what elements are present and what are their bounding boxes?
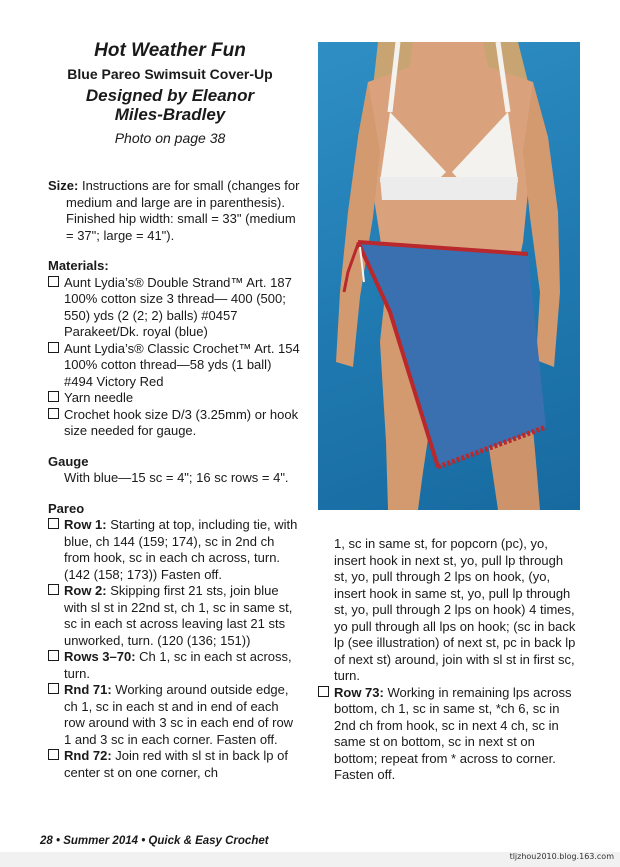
right-column [318, 536, 576, 784]
material-item: Aunt Lydia’s® Classic Crochet™ Art. 154 100% cotton thread—58 yds (1 ball) #494 Victory Red [48, 341, 300, 391]
checkbox-icon [48, 391, 59, 402]
material-item: Yarn needle [48, 390, 300, 407]
left-column [48, 178, 300, 781]
pattern-subtitle: Blue Pareo Swimsuit Cover-Up [67, 66, 273, 82]
checkbox-icon [48, 584, 59, 595]
material-item: Aunt Lydia’s® Double Strand™ Art. 187 100% cotton size 3 thread— 400 (500; 550) yds (2 (2; 2) balls) #0457 Parakeet/Dk. royal (blue) [48, 275, 300, 341]
checkbox-icon [48, 683, 59, 694]
materials-heading: Materials: [48, 258, 109, 273]
pareo-step: Row 1: Starting at top, including tie, with blue, ch 144 (159; 174), sc in 2nd ch from hook, sc in each ch across, turn. (142 (158; 173)) Fasten off. [48, 517, 300, 583]
checkbox-icon [48, 518, 59, 529]
material-item: Crochet hook size D/3 (3.25mm) or hook size needed for gauge. [48, 407, 300, 440]
photo-reference: Photo on page 38 [114, 130, 226, 146]
size-text: Instructions are for small (changes for medium and large are in parenthesis). Finished hip width: small = 33" (medium = 37"; large = 41"). [66, 178, 300, 243]
title-block [40, 40, 300, 146]
model-photo [318, 42, 580, 510]
checkbox-icon [48, 276, 59, 287]
checkbox-icon [318, 686, 329, 697]
checkbox-icon [48, 408, 59, 419]
checkbox-icon [48, 650, 59, 661]
pareo-step: Row 2: Skipping first 21 sts, join blue with sl st in 22nd st, ch 1, sc in same st, sc in each st across leaving last 21 sts unworked, turn. (120 (136; 151)) [48, 583, 300, 649]
pareo-step: Row 73: Working in remaining lps across bottom, ch 1, sc in same st, *ch 6, sc in 2nd ch from hook, sc in next 4 ch, sc in same st on bottom, sc in next st on bottom; repeat from * across to corner. Fasten off. [318, 685, 576, 784]
pareo-step: Rows 3–70: Ch 1, sc in each st across, turn. [48, 649, 300, 682]
designer-line-2: Miles-Bradley [114, 105, 226, 124]
size-label: Size: [48, 178, 79, 193]
checkbox-icon [48, 342, 59, 353]
page-footer: 28 • Summer 2014 • Quick & Easy Crochet [40, 835, 269, 847]
gauge-text: With blue—15 sc = 4"; 16 sc rows = 4". [64, 470, 289, 485]
pareo-heading: Pareo [48, 500, 85, 516]
checkbox-icon [48, 749, 59, 760]
gauge-heading: Gauge [48, 453, 89, 469]
designer-line-1: Designed by Eleanor [85, 86, 255, 105]
size-section [48, 178, 300, 244]
watermark: tljzhou2010.blog.163.com [509, 852, 614, 861]
pareo-step: Rnd 71: Working around outside edge, ch 1, sc in each st and in end of each row around with 3 sc in each end of row 1 and 3 sc in each corner. Fasten off. [48, 682, 300, 748]
model-illustration [318, 42, 580, 510]
pareo-step: Rnd 72: Join red with sl st in back lp of center st on one corner, ch [48, 748, 300, 781]
designer-credit [40, 86, 300, 124]
rnd72-continuation: 1, sc in same st, for popcorn (pc), yo, insert hook in next st, yo, pull lp through st, yo, pull through 2 lps on hook, (yo, insert hook in same st, yo, pull lp through st, yo, pull through 2 lps on hook) 4 times, yo pull through all lps on hook; (sc in back lp (see illustration) of next st, pc in back lp of next st) around, join with sl st in first sc, turn. [334, 536, 576, 683]
pattern-title: Hot Weather Fun [94, 40, 246, 61]
